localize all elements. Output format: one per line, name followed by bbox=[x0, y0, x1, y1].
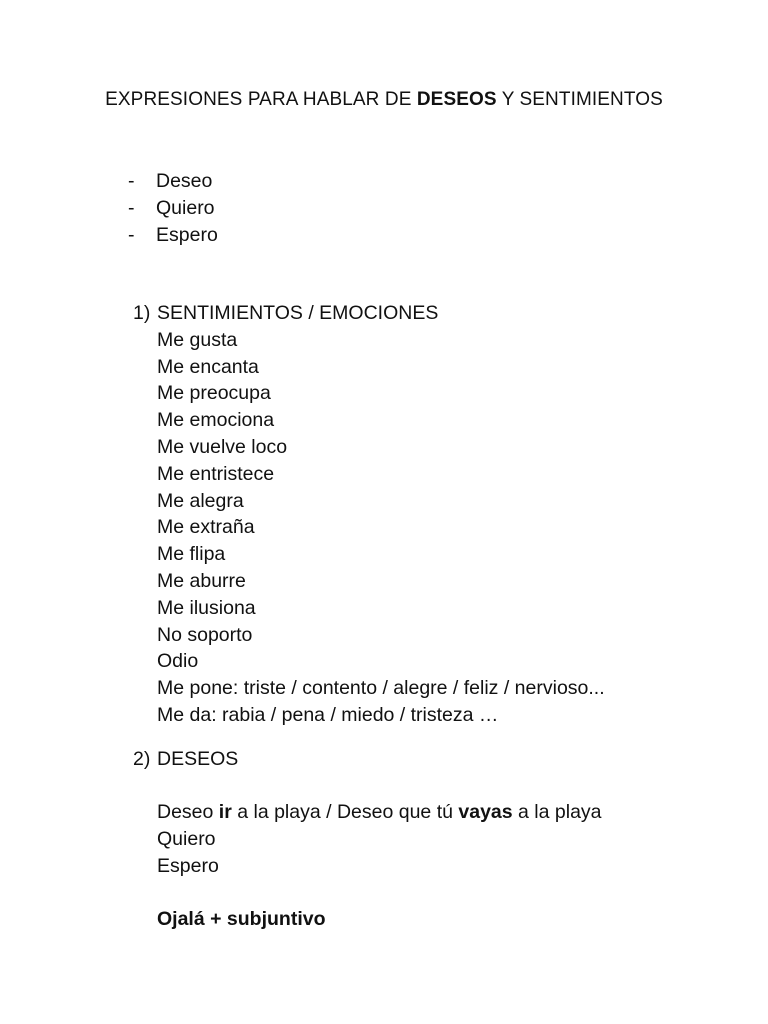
example-bold-subjunctive: vayas bbox=[458, 801, 513, 823]
list-item: Me vuelve loco bbox=[157, 435, 288, 458]
list-item: Me alegra bbox=[157, 489, 244, 512]
list-item: Me gusta bbox=[157, 328, 238, 351]
example-text: Deseo bbox=[157, 801, 219, 823]
section-heading-text: SENTIMIENTOS / EMOCIONES bbox=[157, 302, 439, 324]
dash-bullet: - bbox=[128, 170, 135, 192]
intro-dash-list bbox=[128, 168, 218, 248]
example-text: a la playa / Deseo que tú bbox=[231, 801, 459, 823]
list-item bbox=[128, 168, 218, 195]
deseo-example-line bbox=[157, 799, 602, 826]
title-text-bold: DESEOS bbox=[416, 89, 497, 110]
list-item: Me encanta bbox=[157, 355, 259, 378]
list-item-text: Espero bbox=[156, 223, 218, 246]
list-item: Me ilusiona bbox=[157, 596, 256, 619]
list-item: No soporto bbox=[157, 623, 253, 646]
feelings-list bbox=[133, 327, 605, 729]
list-item: Espero bbox=[157, 855, 219, 877]
section-number: 1) bbox=[133, 302, 151, 324]
list-item: Me flipa bbox=[157, 543, 226, 566]
list-item bbox=[128, 222, 218, 249]
page-title bbox=[0, 88, 768, 112]
example-bold-infinitive: ir bbox=[218, 801, 232, 823]
title-text-start: EXPRESIONES PARA HABLAR DE bbox=[105, 89, 417, 110]
section-deseos bbox=[133, 746, 238, 773]
list-item bbox=[128, 195, 218, 222]
list-item: Me preocupa bbox=[157, 382, 271, 405]
section-number: 2) bbox=[133, 748, 151, 770]
example-text: a la playa bbox=[512, 801, 602, 823]
list-item-text: Quiero bbox=[156, 196, 215, 219]
dash-bullet: - bbox=[128, 196, 135, 219]
ojala-rule bbox=[157, 906, 326, 933]
list-item: Me pone: triste / contento / alegre / feliz / nervioso... bbox=[157, 677, 605, 700]
title-text-end: Y SENTIMIENTOS bbox=[496, 89, 663, 110]
list-item: Me entristece bbox=[157, 462, 275, 485]
list-item: Me extraña bbox=[157, 516, 255, 539]
list-item: Me aburre bbox=[157, 569, 246, 592]
list-item-text: Deseo bbox=[156, 170, 213, 192]
section-heading bbox=[133, 746, 238, 773]
ojala-rule-text: Ojalá + subjuntivo bbox=[157, 908, 326, 930]
section-sentimientos bbox=[133, 300, 605, 729]
list-item: Me da: rabia / pena / miedo / tristeza … bbox=[157, 703, 499, 726]
section-heading-text: DESEOS bbox=[157, 748, 239, 770]
list-item: Quiero bbox=[157, 828, 216, 850]
list-item: Odio bbox=[157, 650, 199, 673]
list-item: Me emociona bbox=[157, 409, 275, 432]
dash-bullet: - bbox=[128, 223, 135, 246]
section-heading bbox=[133, 300, 605, 327]
